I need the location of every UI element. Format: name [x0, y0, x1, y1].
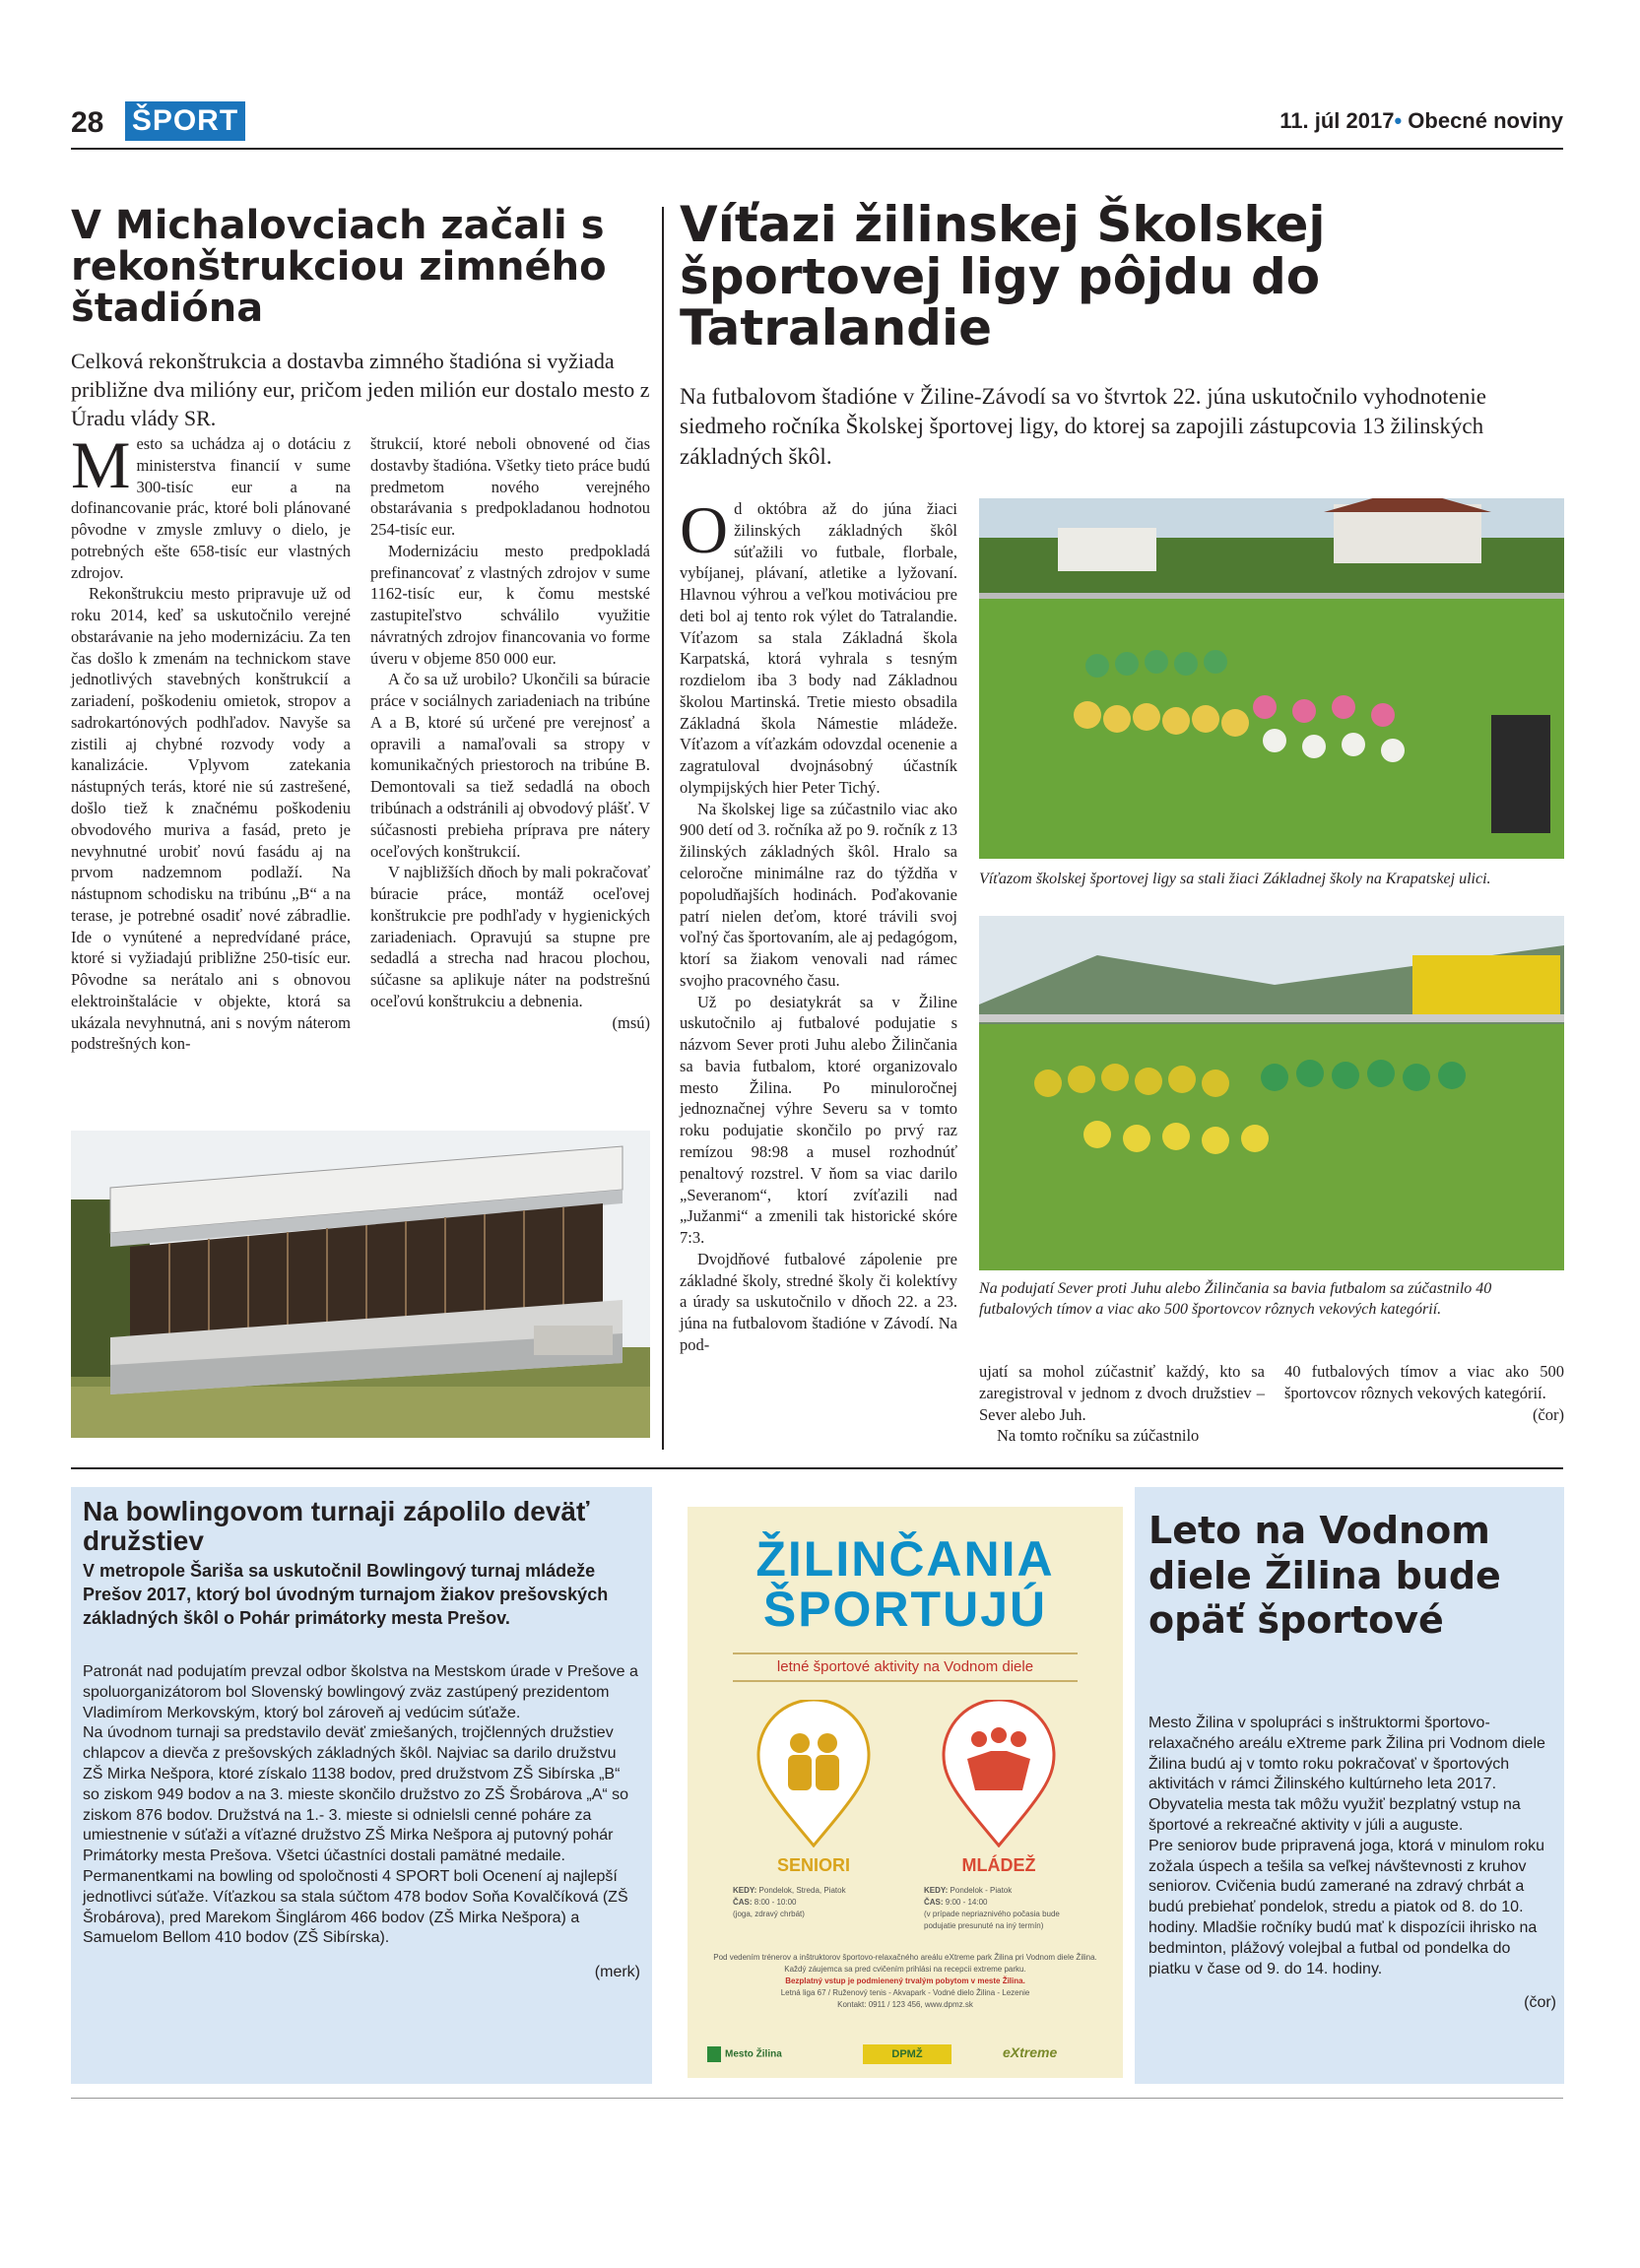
- article1-paragraph: Rekonštrukciu mesto pripravuje už od roku 2014, keď sa uskutočnilo verejné obstarávanie na jeho modernizáciu. Za ten čas došlo k zmenám na technickom stave jednotlivých stavebných konštrukcií a zariadení, poškodeniu omietok, stropov a sadrokartónových podhľadov. Navyše sa zistili aj chybné rozvody vody a kanalizácie. Vplyvom zatekania nástupných terás, ktoré nie sú zastrešené, došlo tiež k značnému poškodeniu obvodového muriva a fasád, preto je nevyhnutné urobiť novú fasádu aj na prvom nadzemnom podlaží. Na nástupnom schodisku na tribúnu „B“ a na terase, je potrebné osadiť nové zábradlie. Ide o vynútené a nepredvídané práce, ktoré si vyžiadajú približne 250-tisíc eur. Pôvodne sa nerátalo ani s obnovou elektroinštalácie v objekte, ktorá sa ukázala nevyhnutná, ani s novým náterom podstrešných kon-: [71, 584, 351, 1054]
- article2-paragraph: d októbra až do júna žiaci žilinských základných škôl súťažili vo futbale, florbale, vybíjanej, plávaní, atletike a lyžovaní. Hlavnou výhrou a veľkou motiváciou pre deti bol aj tento rok výlet do Tatralandie. Víťazom sa stala Základná škola Karpatská, ktorá vyhrala s tesným rozdielom iba 3 body nad Základnou školou Martinská. Tretie miesto obsadila Základná škola Námestie mládeže. Víťazom a víťazkám odovzdal ocenenie a zagratuloval dvojnásobný účastník olympijských hier Peter Tichý.: [680, 499, 957, 797]
- stadium-photo: [71, 1131, 650, 1438]
- article2-paragraph: Dvojdňové futbalové zápolenie pre základné školy, stredné školy či kolektívy a úrady sa uskutočnilo v dňoch 22. a 23. júna na futbalovom štadióne v Závodí. Na pod-: [680, 1249, 957, 1354]
- article3-paragraph: Patronát nad podujatím prevzal odbor školstva na Mestskom úrade v Prešove a spoluorganizátorom bol Slovenský bowlingový zväz zastúpený prezidentom Vladimírom Merkovským, ktorý bol zároveň aj vedúcim súťaže.: [83, 1663, 638, 1721]
- youth-note: (v prípade nepriaznivého počasia bude podujatie presunuté na iný termín): [924, 1910, 1060, 1930]
- article4-paragraph: Mesto Žilina v spolupráci s inštruktormi športovo-relaxačného areálu eXtreme park Žilina pri Vodnom diele Žilina budú aj v tomto roku pokračovať v športových aktivitách v rámci Žilinského kultúrneho leta 2017. Obyvatelia mesta tak môžu využiť bezplatný vstup na športové a rekreačné aktivity v júli a auguste.: [1148, 1715, 1545, 1834]
- drop-cap: O: [680, 492, 729, 567]
- article3-title: Na bowlingovom turnaji zápolilo deväť družstiev: [83, 1496, 590, 1557]
- youth-days-label: KEDY:: [924, 1886, 949, 1895]
- poster-info-text: Letná liga 67 / Ruženový tenis - Akvapark - Vodné dielo Žilina - Lezenie: [780, 1988, 1030, 1997]
- logo-mesto-zilina: [707, 2046, 835, 2062]
- youth-label: MLÁDEŽ: [961, 1855, 1036, 1875]
- article4-body: [1148, 1714, 1556, 2014]
- seniors-schedule: [733, 1885, 900, 1920]
- section-rule: [71, 1467, 1563, 1469]
- youth-time-label: ČAS:: [924, 1898, 944, 1907]
- issue-info: [1279, 108, 1563, 134]
- bottom-rule: [71, 2098, 1563, 2099]
- youth-days: Pondelok - Piatok: [950, 1886, 1013, 1895]
- article2-paragraph: Na tomto ročníku sa zúčastnilo: [997, 1426, 1200, 1446]
- article3-body: [83, 1662, 640, 1983]
- event-poster: [688, 1507, 1123, 2078]
- article1-title: V Michalovciach začali s rekonštrukciou zimného štadióna: [71, 203, 607, 331]
- photo-caption-1: Víťazom školskej športovej ligy sa stali žiaci Základnej školy na Krapatskej ulici.: [979, 871, 1491, 887]
- poster-info: [707, 1952, 1103, 2011]
- logo-dpmz: DPMŽ: [863, 2044, 951, 2064]
- youth-time: 9:00 - 14:00: [945, 1898, 988, 1907]
- article1-paragraph: A čo sa už urobilo? Ukončili sa búracie práce v sociálnych zariadeniach na tribúne A a B, ktoré sú určené pre verejnosť a opravili a namaľovali sa stropy v komunikačných priestoroch na tribúne B. Demontovali sa tiež sedadlá na oboch tribúnach a odstránili aj obvodový plášť. V súčasnosti prebieha príprava pre nátery oceľových konštrukcií.: [370, 670, 650, 861]
- seniors-label: SENIORI: [776, 1855, 850, 1875]
- article4-paragraph: Pre seniorov bude pripravená joga, ktorá v minulom roku zožala úspech a tešila sa veľkej návštevnosti z kruhov seniorov. Cvičenia budú zamerané na zdravý chrbát a budú prebiehať pondelok, stredu a piatok od 8. do 10. hodiny. Mladšie ročníky budú mať k dispozícii ihrisko na bedminton, plážový volejbal a futbal od pondelka do piatku v čase od 9. do 14. hodiny.: [1148, 1837, 1544, 1977]
- article1-column-2: [370, 433, 650, 1033]
- seniors-time-label: ČAS:: [733, 1898, 753, 1907]
- article1-paragraph: Modernizáciu mesto predpokladá prefinancovať z vlastných zdrojov v sume 1162-tisíc eur, k čomu mestské zastupiteľstvo schválilo využitie návratných zdrojov financovania vo forme úveru v objeme 850 000 eur.: [370, 541, 650, 668]
- article1-signature: (msú): [612, 1012, 650, 1032]
- article1-paragraph: štrukcií, ktoré neboli obnovené od čias dostavby štadióna. Všetky tieto práce budú predmetom nového verejného obstarávania s predpokladanou hodnotou 254-tisíc eur.: [370, 434, 650, 540]
- column-divider: [662, 207, 664, 1450]
- poster-title-line-2: ŠPORTUJÚ: [762, 1582, 1048, 1637]
- article2-signature: (čor): [1532, 1404, 1564, 1424]
- article2-title: Víťazi žilinskej Školskej športovej ligy pôjdu do Tatralandie: [680, 196, 1326, 356]
- article3-paragraph: Permanentkami na bowling od spoločnosti 4 SPORT boli Ocenení aj najlepší jednotlivci súťaže. Víťazkou sa stala súčtom 478 bodov Soňa Kovalčíková (ZŠ Šrobárova), pred Marekom Šinglárom 466 bodov (ZŠ Mirka Nešpora) a Samuelom Bellom 410 bodov (ZŠ Sibírska).: [83, 1867, 628, 1947]
- youth-pin-icon: [940, 1700, 1058, 1847]
- article1-column-1: [71, 427, 351, 1055]
- article3-signature: (merk): [594, 1964, 640, 1981]
- article1-paragraph: V najbližších dňoch by mali pokračovať búracie práce, montáž oceľovej konštrukcie pre podhľady v hygienických zariadeniach. Opravujú sa stupne pre sedadlá a strecha nad hracou plochou, súčasne sa aplikuje náter na podstrešnú oceľovú konštrukciu a debnenia.: [370, 863, 650, 1010]
- article2-paragraph: 40 futbalových tímov a viac ako 500 športovcov rôznych vekových kategórií.: [1284, 1362, 1564, 1402]
- poster-info-text: Kontakt: 0911 / 123 456, www.dpmz.sk: [837, 2000, 973, 2009]
- poster-subtitle: letné športové aktivity na Vodnom diele: [733, 1652, 1078, 1682]
- page-number: 28: [71, 106, 104, 139]
- poster-title: [688, 1531, 1123, 1637]
- article2-column-3: [1284, 1361, 1564, 1425]
- seniors-note: (joga, zdravý chrbát): [733, 1910, 805, 1918]
- school-league-photo: [979, 498, 1564, 859]
- article3-lead: V metropole Šariša sa uskutočnil Bowlingový turnaj mládeže Prešov 2017, ktorý bol úvodným turnajom žiakov prešovských základných škôl o Pohár primátorky mesta Prešov.: [83, 1561, 609, 1628]
- article2-paragraph: Na školskej lige sa zúčastnilo viac ako 900 detí od 3. ročníka až po 9. ročník z 13 žilinských základných škôl. Hralo sa celoročne minimálne raz do týždňa v popoludňajších hodinách. Poďakovanie patrí nielen deťom, ktoré trávili svoj voľný čas športovaním, ale aj pedagógom, ktorí sa žiakom venovali nad rámec svojho pracovného času.: [680, 799, 957, 990]
- logo-extreme: eXtreme: [1003, 2044, 1058, 2060]
- poster-title-line-1: ŽILINČANIA: [755, 1531, 1055, 1587]
- article2-paragraph: ujatí sa mohol zúčastniť každý, kto sa zaregistroval v jednom z dvoch družstiev – Sever alebo Juh.: [979, 1362, 1265, 1424]
- seniors-time: 8:00 - 10:00: [754, 1898, 797, 1907]
- publication-name: Obecné noviny: [1408, 108, 1563, 133]
- section-label: ŠPORT: [125, 101, 245, 141]
- north-south-photo: [979, 916, 1564, 1270]
- poster-info-text: Pod vedením trénerov a inštruktorov športovo-relaxačného areálu eXtreme park Žilina pri Vodnom diele Žilina. Každý záujemca sa pred cvičením prihlási na recepcii extreme parku.: [713, 1953, 1097, 1974]
- poster-info-bold: Bezplatný vstup je podmienený trvalým pobytom v meste Žilina.: [785, 1976, 1025, 1985]
- article1-lead: Celková rekonštrukcia a dostavba zimného štadióna si vyžiada približne dva milióny eur, pričom jeden milión eur dostalo mesto z Úradu vlády SR.: [71, 349, 650, 431]
- header-rule: [71, 148, 1563, 150]
- article4-signature: (čor): [1524, 1994, 1556, 2012]
- issue-date: 11. júl 2017: [1279, 108, 1395, 133]
- seniors-days: Pondelok, Streda, Piatok: [758, 1886, 846, 1895]
- coat-of-arms-icon: [707, 2046, 721, 2062]
- article1-paragraph: esto sa uchádza aj o dotáciu z ministerstva financií v sume 300-tisíc eur a na dofinancovanie prác, ktoré boli plánované pôvodne v zmysle zmluvy o dielo, je potrebných ešte 658-tisíc eur vlastných zdrojov.: [71, 434, 351, 582]
- article4-title: Leto na Vodnom diele Žilina bude opäť športové: [1148, 1509, 1501, 1643]
- article2-column-2: [979, 1361, 1265, 1447]
- article2-lead: Na futbalovom štadióne v Žiline-Závodí sa vo štvrtok 22. júna uskutočnilo vyhodnotenie siedmeho ročníka Školskej športovej ligy, do ktorej sa zapojili zástupcovia 13 žilinských základných škôl.: [680, 384, 1486, 469]
- drop-cap: M: [71, 427, 131, 502]
- logo-mesto-zilina-text: Mesto Žilina: [725, 2048, 782, 2060]
- bullet: •: [1394, 108, 1403, 133]
- photo-caption-2: Na podujatí Sever proti Juhu alebo Žilinčania sa bavia futbalom sa zúčastnilo 40 futbalových tímov a viac ako 500 športovcov rôznych vekových kategórií.: [979, 1280, 1492, 1319]
- seniors-days-label: KEDY:: [733, 1886, 757, 1895]
- article2-column-1: [680, 492, 957, 1356]
- article2-paragraph: Už po desiatykrát sa v Žiline uskutočnilo aj futbalové podujatie s názvom Sever proti Juhu alebo Žilinčania sa bavia futbalom, ktoré organizovalo mesto Žilina. Po minuloročnej jednoznačnej výhre Severu sa v tomto roku podujatie skončilo po prvý raz remízou 98:98 a musel rozhodnúť penaltový rozstrel. V ňom sa viac darilo „Severanom“, ktorí zvíťazili nad „Južanmi“ a zmenili tak historické skóre 7:3.: [680, 992, 957, 1248]
- seniors-pin-icon: [754, 1700, 873, 1847]
- youth-schedule: [924, 1885, 1091, 1932]
- article3-paragraph: Na úvodnom turnaji sa predstavilo deväť zmiešaných, trojčlenných družstiev chlapcov a dievča z prešovských základných škôl. Najviac sa darilo družstvu ZŠ Mirka Nešpora, ktoré získalo 1138 bodov, pred družstvom ZŠ Sibírska „B“ so ziskom 949 bodov a na 3. mieste skončilo družstvo zo ZŠ Šrobárova „A“ so ziskom 876 bodov. Družstvá na 1.- 3. mieste si odnielsli cenné poháre za umiestnenie v súťaži a víťazné družstvo ZŠ Mirka Nešpora aj putovný pohár Primátorky mesta Prešova. Všetci účastníci dostali pamätné medaile.: [83, 1724, 629, 1865]
